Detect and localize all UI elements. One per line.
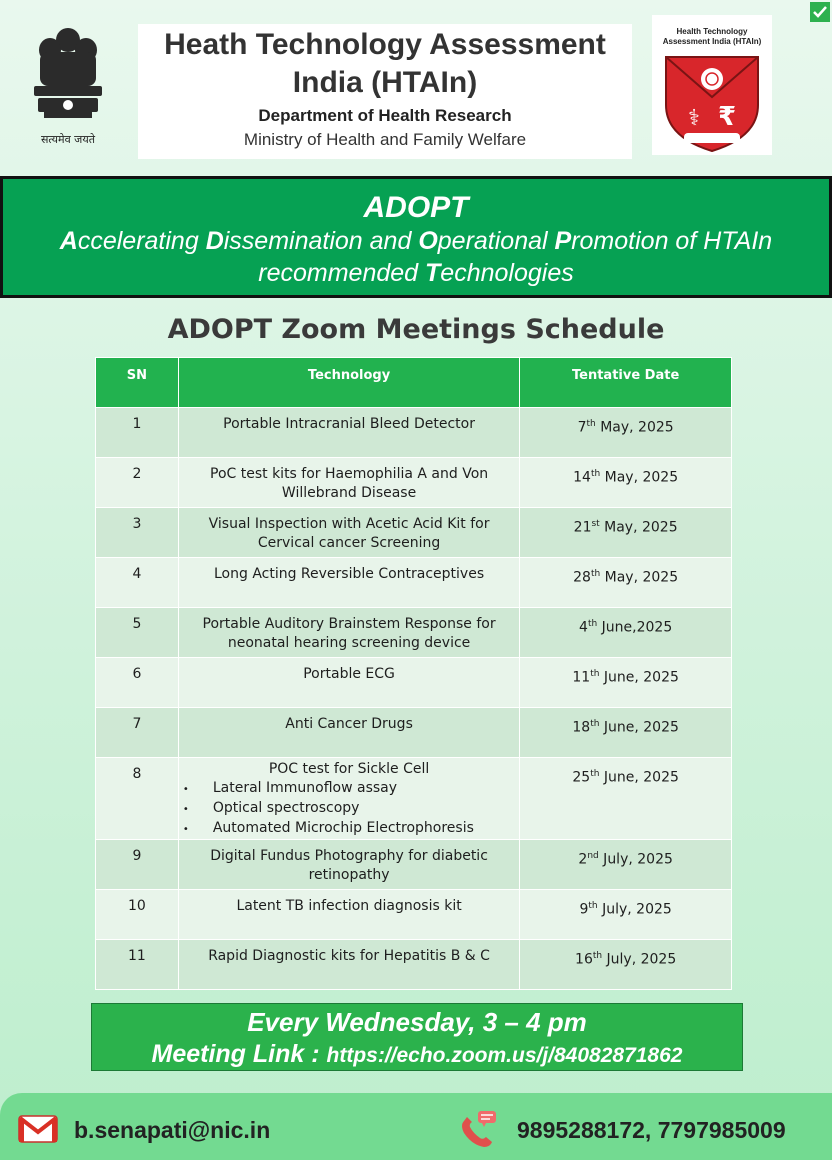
row-technology: Latent TB infection diagnosis kit (178, 890, 519, 940)
date-suffix: th (588, 901, 598, 911)
header-tentative-date: Tentative Date (520, 358, 732, 408)
banner-word: romotion of HTAIn (571, 227, 773, 255)
list-item (183, 819, 519, 839)
row-date (520, 758, 732, 840)
technology-heading: POC test for Sickle Cell (268, 761, 430, 777)
row-sn: 1 (96, 408, 179, 458)
banner-title: ADOPT (363, 191, 469, 224)
date-day: 9 (579, 901, 589, 918)
ministry-name: Ministry of Health and Family Welfare (243, 130, 527, 149)
list-item-label: Optical spectroscopy (212, 800, 360, 816)
org-title-line2: India (HTAIn) (292, 66, 478, 99)
htain-shield-logo-icon (660, 49, 764, 153)
svg-text:⚕: ⚕ (688, 106, 700, 131)
date-rest: June, 2025 (599, 669, 679, 686)
table-row (96, 890, 732, 940)
table-header-row (96, 358, 732, 408)
emblem-motto: सत्यमेव जयते (40, 133, 95, 146)
date-day: 11 (572, 669, 591, 686)
table-row (96, 708, 732, 758)
date-suffix: th (587, 619, 598, 629)
row-date (520, 840, 732, 890)
phone-chat-icon (458, 1109, 500, 1149)
bullet-icon: • (182, 804, 189, 815)
table-row (96, 758, 732, 840)
row-technology: Portable ECG (178, 658, 519, 708)
row-sn: 10 (96, 890, 179, 940)
department-name: Department of Health Research (258, 106, 512, 125)
date-rest: May, 2025 (600, 469, 679, 486)
row-sn: 5 (96, 608, 179, 658)
svg-text:₹: ₹ (718, 102, 737, 132)
table-row (96, 558, 732, 608)
list-item (183, 799, 519, 819)
row-date (520, 940, 732, 990)
banner-word: recommended (258, 259, 426, 287)
header-sn: SN (96, 358, 179, 408)
date-suffix: th (590, 719, 600, 729)
row-sn: 11 (96, 940, 179, 990)
date-rest: May, 2025 (599, 519, 678, 536)
date-suffix: nd (587, 851, 599, 861)
date-suffix: th (590, 569, 601, 579)
banner-word: ccelerating (77, 227, 206, 255)
date-rest: July, 2025 (602, 951, 677, 968)
meeting-schedule-text: Every Wednesday, 3 – 4 pm (247, 1007, 587, 1037)
logo-caption: Health Technology Assessment India (HTAIn) (662, 27, 762, 46)
row-sn: 3 (96, 508, 179, 558)
row-technology (178, 758, 519, 840)
list-item-label: Automated Microchip Electrophoresis (212, 820, 474, 836)
date-day: 21 (573, 519, 592, 536)
banner-word: echnologies (440, 259, 574, 287)
meeting-link-label: Meeting Link : (151, 1040, 327, 1068)
contact-email[interactable]: b.senapati@nic.in (74, 1117, 271, 1143)
date-rest: May, 2025 (595, 419, 674, 436)
list-item-label: Lateral Immunoflow assay (212, 780, 398, 796)
htain-logo (652, 15, 772, 155)
table-row (96, 658, 732, 708)
banner-word: perational (437, 227, 555, 255)
contact-phone-numbers[interactable]: 9895288172, 7797985009 (517, 1117, 786, 1143)
meetings-schedule-table (95, 357, 732, 990)
list-item (183, 779, 519, 799)
bullet-icon: • (182, 824, 189, 835)
banner-cap: T (425, 259, 441, 287)
date-suffix: th (590, 469, 601, 479)
table-row (96, 608, 732, 658)
date-day: 7 (577, 419, 587, 436)
row-date (520, 508, 732, 558)
date-suffix: th (590, 669, 600, 679)
bullet-icon: • (182, 784, 189, 795)
row-date (520, 890, 732, 940)
national-emblem (24, 22, 112, 152)
date-rest: June,2025 (597, 619, 673, 636)
row-technology: PoC test kits for Haemophilia A and Von Willebrand Disease (178, 458, 519, 508)
row-technology: Portable Intracranial Bleed Detector (178, 408, 519, 458)
meeting-info-box (91, 1003, 743, 1071)
row-technology: Rapid Diagnostic kits for Hepatitis B & C (178, 940, 519, 990)
banner-cap: D (205, 227, 224, 255)
row-date (520, 558, 732, 608)
date-day: 2 (578, 851, 588, 868)
date-day: 16 (575, 951, 593, 968)
date-suffix: th (590, 769, 600, 779)
banner-expansion-line1 (3, 225, 829, 257)
meeting-link-line (92, 1038, 742, 1072)
row-sn: 4 (96, 558, 179, 608)
table-row (96, 940, 732, 990)
row-date (520, 708, 732, 758)
header-technology: Technology (178, 358, 519, 408)
table-row (96, 840, 732, 890)
row-technology: Anti Cancer Drugs (178, 708, 519, 758)
banner-cap: P (554, 227, 572, 255)
org-title-line1: Heath Technology Assessment (164, 28, 606, 61)
lion-capital-emblem-icon (24, 22, 112, 134)
row-sn: 9 (96, 840, 179, 890)
organization-title-card (138, 24, 632, 159)
row-sn: 7 (96, 708, 179, 758)
date-rest: May, 2025 (600, 569, 679, 586)
row-technology: Digital Fundus Photography for diabetic retinopathy (178, 840, 519, 890)
table-row (96, 458, 732, 508)
date-rest: July, 2025 (597, 901, 672, 918)
adopt-banner (0, 176, 832, 298)
row-technology: Long Acting Reversible Contraceptives (178, 558, 519, 608)
date-day: 25 (572, 769, 591, 786)
date-day: 4 (579, 619, 588, 636)
contact-footer (0, 1093, 832, 1160)
date-suffix: th (586, 419, 596, 429)
row-date (520, 458, 732, 508)
technology-sublist (179, 779, 519, 839)
banner-word: issemination and (223, 227, 419, 255)
date-rest: June, 2025 (599, 719, 679, 736)
row-date (520, 408, 732, 458)
schedule-title: ADOPT Zoom Meetings Schedule (167, 314, 665, 345)
checkmark-icon (808, 0, 832, 24)
row-sn: 6 (96, 658, 179, 708)
row-sn: 2 (96, 458, 179, 508)
date-suffix: st (591, 519, 600, 529)
row-technology: Visual Inspection with Acetic Acid Kit for Cervical cancer Screening (178, 508, 519, 558)
meeting-link[interactable]: https://echo.zoom.us/j/84082871862 (326, 1044, 683, 1067)
date-suffix: th (592, 951, 603, 961)
date-day: 28 (573, 569, 591, 586)
date-rest: June, 2025 (599, 769, 679, 786)
banner-cap: A (59, 227, 78, 255)
date-day: 14 (573, 469, 591, 486)
row-date (520, 658, 732, 708)
row-sn: 8 (96, 758, 179, 840)
row-technology: Portable Auditory Brainstem Response for neonatal hearing screening device (178, 608, 519, 658)
table-row (96, 408, 732, 458)
date-rest: July, 2025 (598, 851, 673, 868)
banner-cap: O (418, 227, 438, 255)
banner-expansion-line2 (3, 257, 829, 289)
row-date (520, 608, 732, 658)
gmail-icon (18, 1115, 58, 1143)
date-day: 18 (572, 719, 591, 736)
table-row (96, 508, 732, 558)
